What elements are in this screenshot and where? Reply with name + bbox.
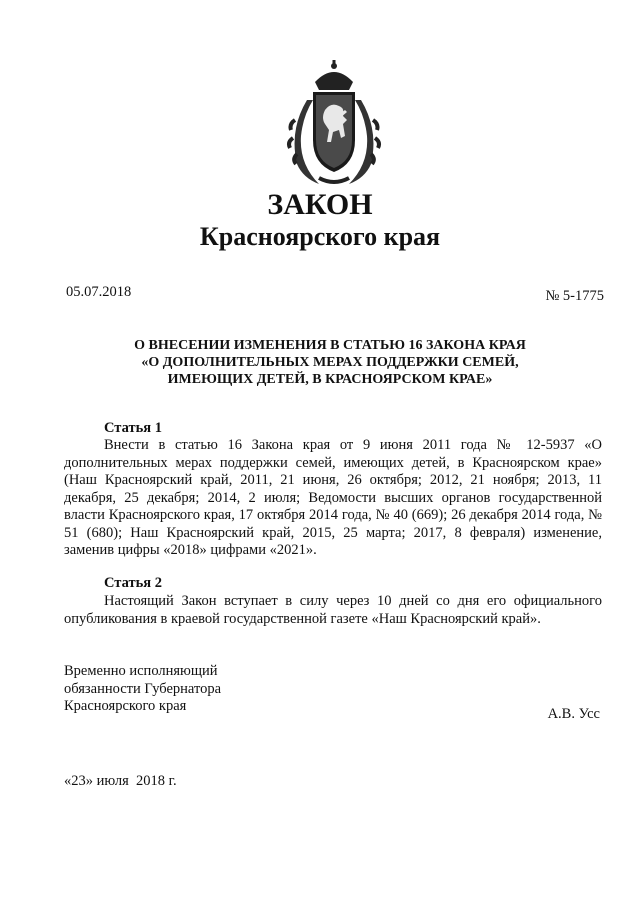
law-heading (60, 337, 600, 388)
article-2-title: Статья 2 (104, 575, 162, 591)
law-number: № 5-1775 (545, 288, 604, 304)
law-date: 05.07.2018 (66, 284, 132, 300)
heading-line-3: ИМЕЮЩИХ ДЕТЕЙ, В КРАСНОЯРСКОМ КРАЕ» (167, 372, 493, 387)
law-region: Красноярского края (199, 222, 441, 251)
signer-line-1: Временно исполняющий (64, 663, 218, 679)
signing-date: «23» июля 2018 г. (64, 773, 177, 789)
article-2-text: Настоящий Закон вступает в силу через 10 дней со дня его официального опубликования в краевой государственной газете «Наш Красноярский край». (64, 593, 602, 627)
article-1-title: Статья 1 (104, 420, 162, 436)
heading-line-1: О ВНЕСЕНИИ ИЗМЕНЕНИЯ В СТАТЬЮ 16 ЗАКОНА КРАЯ (134, 338, 526, 353)
law-title: ЗАКОН (267, 188, 373, 221)
signer-line-2: обязанности Губернатора (64, 680, 222, 697)
signer-name: А.В. Усс (547, 706, 600, 722)
signer-line-3: Красноярского края (64, 698, 187, 714)
article-1-text: Внести в статью 16 Закона края от 9 июня 2011 года № 12-5937 «О дополнительных мерах поддержки семей, имеющих детей, в Красноярском крае» (Наш Красноярский край, 2011, 21 июня, 26 октября; 2012, 21 ноября; 2013, 11 декабря, 25 декабря; 2014, 2 июля; Ведомости высших органов государственной власти Красноярского края, 17 октября 2014 года, № 40 (669); 26 декабря 2014 года, № 51 (680); Наш Красноярский край, 2015, 25 марта; 2017, 8 февраля) изменение, заменив цифры «2018» цифрами «2021». (64, 437, 602, 558)
heading-line-2: «О ДОПОЛНИТЕЛЬНЫХ МЕРАХ ПОДДЕРЖКИ СЕМЕЙ, (141, 355, 519, 370)
coat-of-arms-emblem (285, 60, 383, 188)
signer-position (64, 663, 221, 716)
